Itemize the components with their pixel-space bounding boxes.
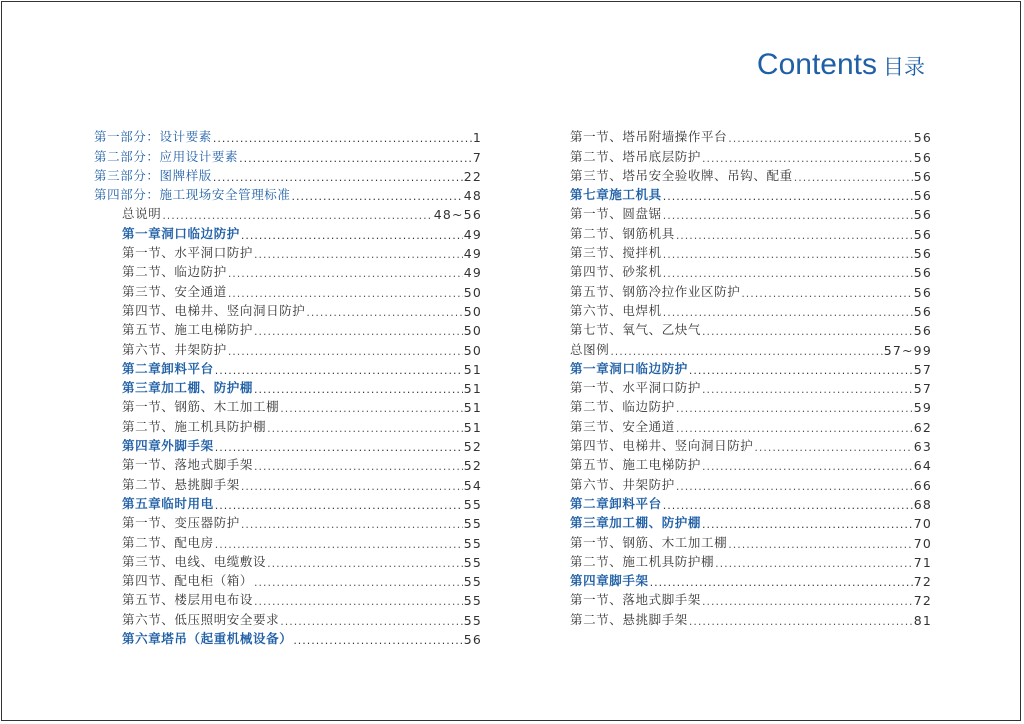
- toc-entry-label: 第五节、施工电梯防护: [570, 457, 702, 473]
- toc-entry-label: 第二节、钢筋机具: [570, 225, 675, 241]
- toc-entry-label: 第三部分：图牌样版: [94, 167, 212, 183]
- toc-entry-label: 第二节、施工机具防护棚: [122, 418, 267, 434]
- toc-page-number: 56: [913, 207, 932, 223]
- toc-page-number: 66: [913, 477, 932, 493]
- toc-section-entry[interactable]: [570, 454, 932, 473]
- toc-leader-dots: [702, 518, 913, 531]
- toc-page-number: 72: [913, 574, 932, 590]
- toc-entry-label: 总图例: [570, 341, 610, 357]
- toc-page-number: 51: [463, 361, 482, 377]
- toc-entry-label: 第二节、塔吊底层防护: [570, 148, 702, 164]
- toc-page-number: 49: [463, 226, 482, 242]
- toc-chapter-entry[interactable]: [570, 512, 932, 531]
- toc-leader-dots: [241, 229, 463, 242]
- toc-leader-dots: [267, 557, 463, 570]
- toc-leader-dots: [728, 132, 912, 145]
- toc-page-number: 55: [463, 516, 482, 532]
- title-chinese: 目录: [883, 55, 925, 79]
- toc-section-entry[interactable]: [94, 608, 482, 627]
- toc-entry-label: 第四部分：施工现场安全管理标准: [94, 187, 291, 203]
- toc-leader-dots: [663, 499, 913, 512]
- toc-page-number: 55: [463, 535, 482, 551]
- toc-page-number: 49: [463, 265, 482, 281]
- toc-entry-label: 第四章脚手架: [570, 573, 649, 589]
- toc-entry-label: 第一节、变压器防护: [122, 515, 240, 531]
- toc-page-number: 54: [463, 477, 482, 493]
- toc-section-entry[interactable]: [94, 473, 482, 492]
- toc-entry-label: 第五节、楼层用电布设: [122, 592, 254, 608]
- toc-page-number: 71: [913, 554, 932, 570]
- toc-page-number: 56: [913, 130, 932, 146]
- toc-leader-dots: [689, 364, 913, 377]
- toc-entry-label: 第二部分：应用设计要素: [94, 148, 239, 164]
- toc-leader-dots: [228, 345, 463, 358]
- toc-section-entry[interactable]: [570, 589, 932, 608]
- toc-part-entry[interactable]: [94, 165, 482, 184]
- toc-page-number: 52: [463, 439, 482, 455]
- toc-entry-label: 第一部分：设计要素: [94, 129, 212, 145]
- toc-entry-label: 第六节、低压照明安全要求: [122, 611, 280, 627]
- toc-section-entry[interactable]: [570, 396, 932, 415]
- toc-page-number: 55: [463, 593, 482, 609]
- toc-page-number: 72: [913, 593, 932, 609]
- toc-section-entry[interactable]: [570, 608, 932, 627]
- toc-leader-dots: [715, 557, 913, 570]
- toc-page-number: 81: [913, 612, 932, 628]
- toc-leader-dots: [754, 441, 912, 454]
- toc-page-number: 22: [463, 168, 482, 184]
- toc-leader-dots: [254, 460, 463, 473]
- toc-leader-dots: [215, 364, 463, 377]
- toc-section-entry[interactable]: [94, 531, 482, 550]
- toc-page-number: 50: [463, 323, 482, 339]
- toc-page-number: 50: [463, 342, 482, 358]
- toc-section-entry[interactable]: [94, 570, 482, 589]
- toc-page-number: 55: [463, 612, 482, 628]
- toc-page-number: 56: [913, 226, 932, 242]
- toc-leader-dots: [213, 171, 463, 184]
- toc-leader-dots: [676, 422, 913, 435]
- toc-page-number: 56: [913, 246, 932, 262]
- toc-entry-label: 第二节、悬挑脚手架: [122, 476, 240, 492]
- toc-page-number: 57~99: [883, 342, 932, 358]
- toc-leader-dots: [650, 576, 913, 589]
- toc-leader-dots: [241, 518, 463, 531]
- toc-section-entry[interactable]: [570, 377, 932, 396]
- toc-entry-label: 第一节、钢筋、木工加工棚: [570, 534, 728, 550]
- toc-section-entry[interactable]: [570, 415, 932, 434]
- toc-section-entry[interactable]: [94, 589, 482, 608]
- toc-chapter-entry[interactable]: [570, 570, 932, 589]
- toc-entry-label: 第一节、水平洞口防护: [122, 245, 254, 261]
- toc-chapter-entry[interactable]: [94, 628, 482, 647]
- toc-section-entry[interactable]: [570, 145, 932, 164]
- toc-leader-dots: [794, 171, 913, 184]
- toc-section-entry[interactable]: [570, 300, 932, 319]
- toc-entry-label: 第四节、电梯井、竖向洞日防护: [122, 302, 306, 318]
- toc-entry-label: 第二节、临边防护: [122, 264, 227, 280]
- toc-entry-label: 第六节、电焊机: [570, 302, 662, 318]
- toc-leader-dots: [689, 615, 913, 628]
- toc-leader-dots: [702, 460, 913, 473]
- toc-page-number: 56: [913, 323, 932, 339]
- toc-section-entry[interactable]: [570, 319, 932, 338]
- toc-section-entry[interactable]: [94, 551, 482, 570]
- toc-leader-dots: [280, 402, 462, 415]
- toc-leader-dots: [702, 152, 913, 165]
- toc-part-entry[interactable]: [94, 126, 482, 145]
- toc-leader-dots: [254, 248, 463, 261]
- toc-leader-dots: [663, 248, 913, 261]
- toc-entry-label: 总说明: [122, 206, 162, 222]
- toc-section-entry[interactable]: [570, 435, 932, 454]
- toc-section-entry[interactable]: [94, 300, 482, 319]
- toc-page-number: 50: [463, 303, 482, 319]
- toc-page-number: 56: [463, 632, 482, 648]
- toc-entry-label: 第二节、悬挑脚手架: [570, 611, 688, 627]
- toc-leader-dots: [267, 422, 463, 435]
- toc-entry-label: 第三章加工棚、防护棚: [122, 380, 254, 396]
- toc-right-column: [570, 126, 932, 628]
- toc-leader-dots: [254, 576, 463, 589]
- toc-leader-dots: [215, 441, 463, 454]
- toc-page-number: 56: [913, 284, 932, 300]
- toc-section-entry[interactable]: [570, 338, 932, 357]
- toc-section-entry[interactable]: [570, 531, 932, 550]
- toc-entry-label: 第一节、塔吊附墙操作平台: [570, 129, 728, 145]
- toc-part-entry[interactable]: [94, 184, 482, 203]
- toc-leader-dots: [241, 480, 463, 493]
- toc-section-entry[interactable]: [570, 473, 932, 492]
- toc-leader-dots: [254, 325, 463, 338]
- toc-page-number: 70: [913, 516, 932, 532]
- toc-section-entry[interactable]: [94, 396, 482, 415]
- toc-chapter-entry[interactable]: [570, 184, 932, 203]
- toc-entry-label: 第四节、电梯井、竖向洞日防护: [570, 438, 754, 454]
- toc-leader-dots: [728, 538, 912, 551]
- toc-page-number: 51: [463, 400, 482, 416]
- toc-section-entry[interactable]: [94, 415, 482, 434]
- toc-leader-dots: [213, 132, 472, 145]
- toc-page-number: 64: [913, 458, 932, 474]
- toc-chapter-entry[interactable]: [94, 377, 482, 396]
- toc-chapter-entry[interactable]: [570, 493, 932, 512]
- page-title: [757, 48, 925, 82]
- toc-entry-label: 第二节、临边防护: [570, 399, 675, 415]
- toc-page-number: 57: [913, 381, 932, 397]
- toc-page-number: 55: [463, 496, 482, 512]
- toc-section-entry[interactable]: [94, 319, 482, 338]
- toc-entry-label: 第三节、电线、电缆敷设: [122, 553, 267, 569]
- toc-page-number: 56: [913, 168, 932, 184]
- toc-entry-label: 第一节、落地式脚手架: [122, 457, 254, 473]
- toc-leader-dots: [676, 229, 913, 242]
- toc-page-number: 55: [463, 574, 482, 590]
- toc-leader-dots: [663, 306, 913, 319]
- toc-page-number: 51: [463, 419, 482, 435]
- toc-leader-dots: [702, 325, 913, 338]
- toc-leader-dots: [228, 287, 463, 300]
- toc-leader-dots: [228, 267, 463, 280]
- toc-entry-label: 第五节、施工电梯防护: [122, 322, 254, 338]
- toc-entry-label: 第五章临时用电: [122, 495, 214, 511]
- toc-entry-label: 第一章洞口临边防护: [570, 360, 688, 376]
- toc-entry-label: 第二章卸料平台: [570, 495, 662, 511]
- toc-leader-dots: [215, 499, 463, 512]
- title-english: Contents: [756, 48, 877, 81]
- toc-chapter-entry[interactable]: [94, 493, 482, 512]
- toc-chapter-entry[interactable]: [94, 222, 482, 241]
- toc-section-entry[interactable]: [570, 203, 932, 222]
- toc-leader-dots: [280, 615, 462, 628]
- toc-chapter-entry[interactable]: [94, 358, 482, 377]
- toc-leader-dots: [663, 267, 913, 280]
- toc-section-entry[interactable]: [570, 165, 932, 184]
- toc-part-entry[interactable]: [94, 145, 482, 164]
- toc-chapter-entry[interactable]: [94, 435, 482, 454]
- toc-page-number: 7: [472, 149, 482, 165]
- toc-entry-label: 第三节、安全通道: [570, 418, 675, 434]
- toc-entry-label: 第七节、氧气、乙炔气: [570, 322, 702, 338]
- toc-leader-dots: [663, 190, 913, 203]
- toc-page-number: 70: [913, 535, 932, 551]
- toc-entry-label: 第一节、落地式脚手架: [570, 592, 702, 608]
- toc-leader-dots: [676, 480, 913, 493]
- toc-page-number: 56: [913, 149, 932, 165]
- toc-entry-label: 第四章外脚手架: [122, 438, 214, 454]
- toc-page-number: 1: [472, 130, 482, 146]
- toc-leader-dots: [162, 209, 432, 222]
- toc-entry-label: 第一章洞口临边防护: [122, 225, 240, 241]
- toc-entry-label: 第七章施工机具: [570, 187, 662, 203]
- toc-entry-label: 第六章塔吊（起重机械设备）: [122, 631, 293, 647]
- toc-section-entry[interactable]: [570, 280, 932, 299]
- toc-page-number: 48: [463, 188, 482, 204]
- toc-leader-dots: [293, 634, 462, 647]
- toc-entry-label: 第一节、圆盘锯: [570, 206, 662, 222]
- toc-section-entry[interactable]: [94, 242, 482, 261]
- toc-entry-label: 第二节、配电房: [122, 534, 214, 550]
- toc-page-number: 51: [463, 381, 482, 397]
- toc-entry-label: 第二章卸料平台: [122, 360, 214, 376]
- toc-entry-label: 第三章加工棚、防护棚: [570, 515, 702, 531]
- toc-entry-label: 第五节、钢筋冷拉作业区防护: [570, 283, 741, 299]
- toc-entry-label: 第四节、配电柜（箱）: [122, 573, 254, 589]
- toc-leader-dots: [741, 287, 912, 300]
- toc-section-entry[interactable]: [570, 126, 932, 145]
- toc-section-entry[interactable]: [94, 454, 482, 473]
- toc-section-entry[interactable]: [94, 261, 482, 280]
- toc-entry-label: 第六节、井架防护: [122, 341, 227, 357]
- toc-page-number: 49: [463, 246, 482, 262]
- toc-section-entry[interactable]: [570, 222, 932, 241]
- toc-entry-label: 第一节、水平洞口防护: [570, 380, 702, 396]
- toc-entry-label: 第一节、钢筋、木工加工棚: [122, 399, 280, 415]
- toc-section-entry[interactable]: [570, 242, 932, 261]
- toc-entry-label: 第三节、搅拌机: [570, 245, 662, 261]
- toc-page-number: 56: [913, 265, 932, 281]
- toc-section-entry[interactable]: [94, 203, 482, 222]
- toc-section-entry[interactable]: [94, 512, 482, 531]
- toc-section-entry[interactable]: [570, 551, 932, 570]
- toc-leader-dots: [663, 209, 913, 222]
- toc-chapter-entry[interactable]: [570, 358, 932, 377]
- toc-page-number: 68: [913, 496, 932, 512]
- toc-entry-label: 第二节、施工机具防护棚: [570, 553, 715, 569]
- toc-section-entry[interactable]: [570, 261, 932, 280]
- toc-left-column: [94, 126, 482, 647]
- toc-page-number: 59: [913, 400, 932, 416]
- toc-entry-label: 第三节、塔吊安全验收牌、吊钩、配重: [570, 167, 793, 183]
- toc-leader-dots: [239, 152, 472, 165]
- toc-leader-dots: [254, 383, 463, 396]
- toc-leader-dots: [254, 595, 463, 608]
- toc-leader-dots: [702, 383, 913, 396]
- toc-page-number: 62: [913, 419, 932, 435]
- toc-page-number: 56: [913, 188, 932, 204]
- toc-page-number: 55: [463, 554, 482, 570]
- toc-page-number: 57: [913, 361, 932, 377]
- toc-page-number: 56: [913, 303, 932, 319]
- toc-page-number: 52: [463, 458, 482, 474]
- toc-leader-dots: [215, 538, 463, 551]
- toc-entry-label: 第六节、井架防护: [570, 476, 675, 492]
- toc-leader-dots: [702, 595, 913, 608]
- toc-entry-label: 第四节、砂浆机: [570, 264, 662, 280]
- toc-leader-dots: [610, 345, 882, 358]
- toc-section-entry[interactable]: [94, 338, 482, 357]
- toc-leader-dots: [306, 306, 462, 319]
- toc-section-entry[interactable]: [94, 280, 482, 299]
- toc-leader-dots: [292, 190, 463, 203]
- toc-page-number: 50: [463, 284, 482, 300]
- toc-leader-dots: [676, 402, 913, 415]
- toc-page-number: 63: [913, 439, 932, 455]
- toc-entry-label: 第三节、安全通道: [122, 283, 227, 299]
- toc-page-number: 48~56: [433, 207, 482, 223]
